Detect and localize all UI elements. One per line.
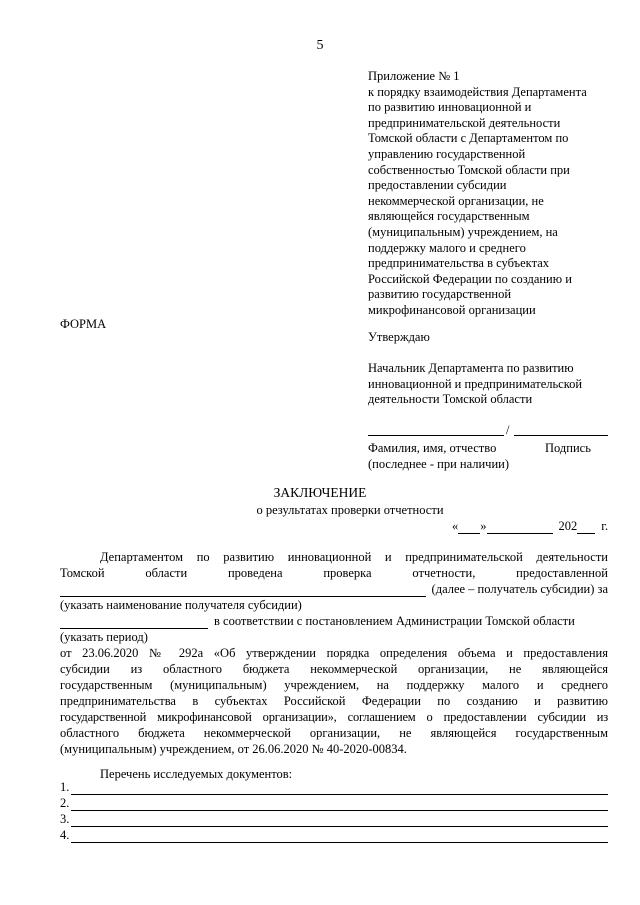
appendix-line: Томской области с Департаментом по <box>368 131 569 146</box>
body-text: субсидии из областного бюджета некоммерческой организации, не являющейся <box>60 662 608 676</box>
page-number: 5 <box>316 38 324 53</box>
date-close-quote: » <box>480 519 487 533</box>
document-item-field[interactable] <box>71 814 608 827</box>
body-word: предоставленной <box>516 566 608 580</box>
body-text: государственным (муниципальным) учреждением, на поддержку малого и среднего <box>60 678 608 692</box>
body-text: от 23.06.2020 № 292а «Об утверждении порядка определения объема и предоставления <box>60 646 608 660</box>
document-item-field[interactable] <box>71 830 608 843</box>
fio-line[interactable] <box>368 425 504 436</box>
body-word: области <box>145 566 188 580</box>
appendix-line: некоммерческой организации, не <box>368 193 544 208</box>
body-text: в соответствии с постановлением Администрации Томской области <box>214 614 575 628</box>
approve-position-line: инновационной и предпринимательской <box>368 376 583 391</box>
recipient-note: (указать наименование получателя субсидии) <box>60 598 302 612</box>
body-text: областного бюджета некоммерческой организации, не являющейся государственным <box>60 726 608 740</box>
period-field[interactable] <box>60 616 208 629</box>
body-line-2 <box>60 565 608 581</box>
appendix-line: микрофинансовой организации <box>368 302 536 317</box>
fio-caption: Фамилия, имя, отчество <box>368 441 497 455</box>
appendix-line: развитию государственной <box>368 287 512 302</box>
year-prefix: 202 <box>558 519 578 533</box>
recipient-field[interactable] <box>60 584 426 597</box>
year-field[interactable] <box>577 521 595 534</box>
appendix-line: являющейся государственным <box>368 209 530 224</box>
date-line <box>452 518 612 534</box>
sign-caption: Подпись <box>545 441 591 455</box>
month-field[interactable] <box>487 521 553 534</box>
documents-title: Перечень исследуемых документов: <box>100 767 293 781</box>
document-item <box>60 811 608 827</box>
appendix-line: поддержку малого и среднего <box>368 240 526 255</box>
approve-position-line: деятельности Томской области <box>368 392 533 407</box>
fio-note: (последнее - при наличии) <box>368 457 509 471</box>
body-text: (далее – получатель субсидии) за <box>431 582 608 596</box>
approve-label: Утверждаю <box>368 330 430 344</box>
appendix-line: собственностью Томской области при <box>368 162 570 177</box>
appendix-line: к порядку взаимодействия Департамента <box>368 84 587 99</box>
body-paragraph <box>60 645 608 757</box>
appendix-block <box>368 69 608 319</box>
approve-position <box>368 361 608 408</box>
body-line-1 <box>100 549 608 565</box>
appendix-line: по развитию инновационной и <box>368 100 532 115</box>
form-label: ФОРМА <box>60 317 107 331</box>
body-text: государственной микрофинансовой организации», соглашением о предоставлении субсидии из <box>60 710 608 724</box>
body-word: отчетности, <box>412 566 476 580</box>
slash: / <box>506 423 510 437</box>
document-item-number: 3. <box>60 812 70 826</box>
approve-position-line: Начальник Департамента по развитию <box>368 361 574 375</box>
document-item <box>60 827 608 843</box>
body-line-5 <box>60 613 608 629</box>
appendix-line: предпринимательской деятельности <box>368 115 561 130</box>
document-item-number: 4. <box>60 828 70 842</box>
appendix-line: (муниципальным) учреждением, на <box>368 224 558 239</box>
appendix-line: Российской Федерации по созданию и <box>368 271 572 286</box>
signature-line[interactable] <box>514 425 608 436</box>
document-item <box>60 779 608 795</box>
appendix-line: управлению государственной <box>368 146 526 161</box>
period-note: (указать период) <box>60 630 148 644</box>
document-item-field[interactable] <box>71 798 608 811</box>
document-item-field[interactable] <box>71 782 608 795</box>
day-field[interactable] <box>458 521 480 534</box>
body-text: (муниципальным) учреждением, от 26.06.2020 № 40-2020-00834. <box>60 742 407 756</box>
body-word: проверка <box>323 566 372 580</box>
document-item-number: 2. <box>60 796 70 810</box>
document-title: ЗАКЛЮЧЕНИЕ <box>273 485 367 500</box>
document-item <box>60 795 608 811</box>
appendix-line: предпринимательства в субъектах <box>368 256 549 271</box>
document-item-number: 1. <box>60 780 70 794</box>
document-subtitle: о результатах проверки отчетности <box>256 503 444 517</box>
body-word: Томской <box>60 566 105 580</box>
body-text: Департаментом по развитию инновационной и предпринимательской деятельности <box>100 550 608 564</box>
body-word: проведена <box>227 566 283 580</box>
appendix-line: предоставлении субсидии <box>368 178 507 193</box>
appendix-title: Приложение № 1 <box>368 69 460 83</box>
body-text: предпринимательства в субъектах Российской Федерации по созданию и развитию <box>60 694 608 708</box>
body-line-3 <box>60 581 608 597</box>
year-suffix: г. <box>601 519 609 533</box>
date-open-quote: « <box>452 519 459 533</box>
